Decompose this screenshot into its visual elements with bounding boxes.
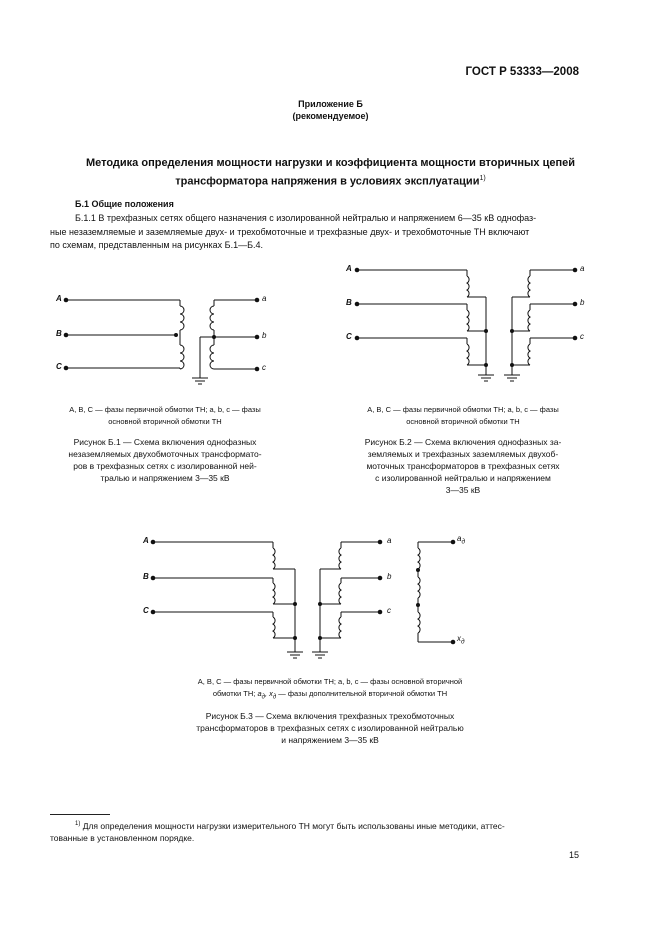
main-title — [50, 156, 611, 190]
fig1-caption — [40, 436, 290, 484]
fig1-label-b: b — [262, 331, 267, 340]
fig3-label-B: B — [143, 572, 149, 581]
fig3-label-c: c — [387, 606, 391, 615]
standard-number: ГОСТ Р 53333—2008 — [465, 66, 579, 78]
footnote-separator — [50, 814, 110, 815]
fig1-caption-line3: ров в трехфазных сетях с изолированной ней- — [73, 461, 257, 471]
paragraph-line3: по схемам, представленным на рисунках Б.1—Б.4. — [50, 240, 264, 250]
annex-title: Приложение Б — [298, 99, 363, 109]
fig2-label-a: a — [580, 264, 585, 273]
fig1-legend-line2: основной вторичной обмотки ТН — [108, 416, 222, 426]
main-title-line1: Методика определения мощности нагрузки и коэффициента мощности вторичных цепей — [85, 157, 576, 169]
footnote-ref: 1) — [479, 175, 486, 182]
fig2-caption-line2: земляемых и трехфазных заземляемых двухоб- — [367, 449, 559, 459]
fig3-legend-line2: обмотки ТН; $a_д$, $x_д$ — фазы дополнительной вторичной обмотки ТН — [212, 688, 448, 700]
fig1-caption-line1: Рисунок Б.1 — Схема включения однофазных — [73, 437, 257, 447]
annex-heading — [0, 98, 661, 122]
fig3-label-A: A — [143, 536, 149, 545]
fig1-caption-line2: незаземляемых двухобмоточных трансформато- — [68, 449, 262, 459]
fig2-legend-line2: основной вторичной обмотки ТН — [406, 416, 520, 426]
footnote-line1: $^{1)}$ Для определения мощности нагрузки измерительного ТН могут быть использованы иные методики, аттес- — [75, 820, 505, 831]
fig3-label-b: b — [387, 572, 392, 581]
fig2-legend — [338, 404, 588, 427]
fig2-legend-line1: A, B, C — фазы первичной обмотки ТН; a, b, c — фазы — [367, 405, 559, 414]
fig2-label-C: C — [346, 332, 352, 341]
paragraph-line1: Б.1.1 В трехфазных сетях общего назначения с изолированной нейтралью и напряжением 6—35 кВ однофаз- — [75, 213, 537, 223]
fig3-label-xd: $x_д$ — [457, 634, 465, 646]
section-heading: Б.1 Общие положения — [75, 199, 174, 209]
paragraph-b11 — [50, 212, 586, 253]
fig3-label-a: a — [387, 536, 392, 545]
fig3-label-ad: $a_д$ — [457, 534, 466, 546]
fig1-label-a: a — [262, 294, 267, 303]
footnote-marker: 1) — [75, 821, 81, 827]
fig2-label-B: B — [346, 298, 352, 307]
paragraph-line2: ные незаземляемые и заземляемые двух- и трехобмоточные и трехфазные двух- и трехобмоточные ТН включают — [50, 226, 530, 237]
page-number: 15 — [569, 850, 580, 860]
fig2-caption-line4: с изолированной нейтралью и напряжением — [375, 473, 551, 483]
fig2-caption-line3: моточных трансформаторов в трехфазных сетях — [366, 461, 560, 471]
fig1-label-c: c — [262, 363, 266, 372]
fig2-label-c: c — [580, 332, 584, 341]
fig1-legend-line1: A, B, C — фазы первичной обмотки ТН; a, b, c — фазы — [69, 405, 261, 414]
fig1-label-B: B — [56, 329, 62, 338]
fig3-caption-line3: и напряжением 3—35 кВ — [281, 735, 379, 745]
fig2-caption-line1: Рисунок Б.2 — Схема включения однофазных за- — [364, 437, 562, 447]
fig1-caption-line4: тралью и напряжением 3—35 кВ — [100, 473, 230, 483]
fig1-legend — [40, 404, 290, 427]
fig3-caption-line2: трансформаторов в трехфазных сетях с изолированной нейтралью — [196, 723, 464, 733]
fig2-caption — [338, 436, 588, 496]
fig3-label-C: C — [143, 606, 149, 615]
fig2-label-b: b — [580, 298, 585, 307]
annex-note: (рекомендуемое) — [292, 111, 369, 121]
main-title-line2: трансформатора напряжения в условиях эксплуатации$^{1)}$ — [175, 175, 486, 188]
footnote-line2: тованные в установленном порядке. — [50, 833, 195, 844]
fig3-legend-line1: A, B, C — фазы первичной обмотки ТН; a, b, c — фазы основной вторичной — [197, 677, 463, 686]
fig1-label-C: C — [56, 362, 62, 371]
fig3-legend — [120, 676, 540, 704]
fig3-caption-line1: Рисунок Б.3 — Схема включения трехфазных трехобмоточных — [205, 711, 455, 721]
fig2-caption-line5: 3—35 кВ — [445, 485, 481, 495]
fig2-label-A: A — [346, 264, 352, 273]
fig3-caption — [120, 710, 540, 746]
fig1-label-A: A — [56, 294, 62, 303]
footnote — [50, 818, 586, 845]
